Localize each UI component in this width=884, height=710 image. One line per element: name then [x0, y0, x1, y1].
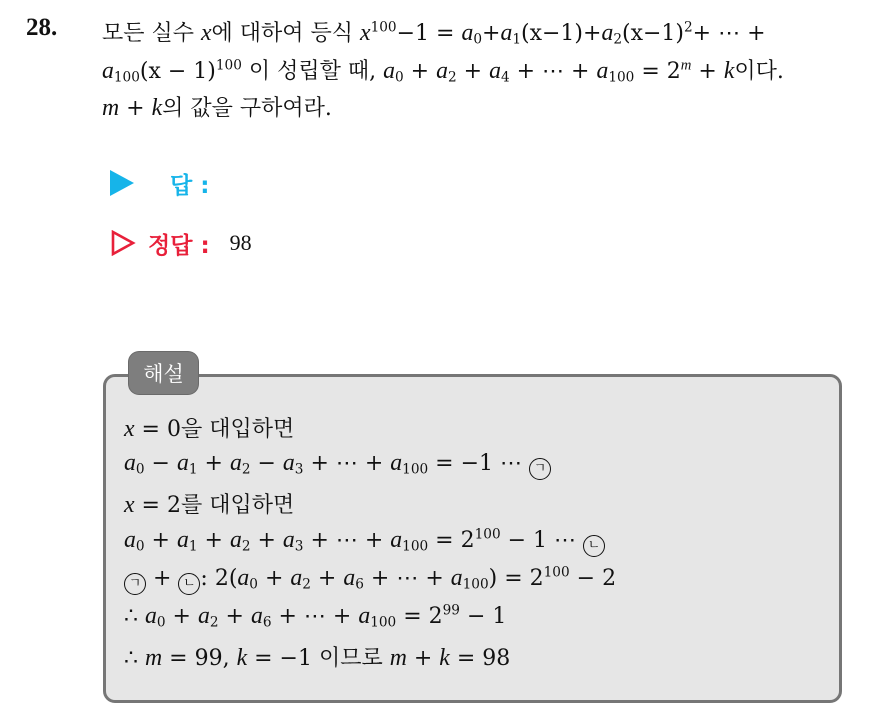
problem-line-1: 모든 실수 x에 대하여 등식 $x^{100}-1 = a_0+a_1(x-1)+a_2(x-1)^2+$ ⋯ +	[102, 19, 766, 48]
solution-line-5: ㄱ + ㄴ : $2(a_0 + a_2 + a_6$ + ⋯ + $a_{100}) = 2^{100} - 2$	[124, 565, 616, 595]
circled-giyeok-icon: ㄱ	[529, 458, 551, 480]
correct-answer-row	[110, 227, 252, 259]
solution-line-3: x = 2를 대입하면	[124, 492, 295, 518]
correct-answer-value: 98	[229, 230, 252, 255]
solution-line-2: $a_0 - a_1 + a_2 - a_3$ + ⋯ + $a_{100} = -1$ ⋯ ㄱ	[124, 450, 551, 480]
answer-row	[110, 168, 209, 198]
solution-line-7: ∴ m = 99, k = −1 이므로 m + k = 98	[124, 645, 511, 671]
outline-triangle-icon	[110, 230, 136, 256]
play-triangle-icon	[110, 170, 134, 196]
correct-answer-label: 정답 :	[148, 232, 210, 259]
answer-label: 답 :	[170, 172, 210, 199]
problem-line-2: $a_{100}(x - 1)^{100}$ 이 성립할 때, $a_0 + a_2 + a_4$ + ⋯ + $a_{100} = 2^m + k$이다.	[102, 57, 784, 86]
problem-line-3: m + k의 값을 구하여라.	[102, 95, 332, 121]
solution-line-6: ∴ $a_0 + a_2 + a_6$ + ⋯ + $a_{100} = 2^{99} - 1$	[124, 602, 507, 631]
circled-giyeok-icon: ㄱ	[124, 573, 146, 595]
circled-nieun-icon: ㄴ	[178, 573, 200, 595]
solution-line-1: x = 0을 대입하면	[124, 416, 295, 442]
circled-nieun-icon: ㄴ	[583, 535, 605, 557]
solution-tab: 해설	[129, 352, 198, 394]
problem-number: 28.	[26, 14, 58, 41]
solution-line-4: $a_0 + a_1 + a_2 + a_3$ + ⋯ + $a_{100} = 2^{100} - 1$ ⋯ ㄴ	[124, 527, 605, 557]
